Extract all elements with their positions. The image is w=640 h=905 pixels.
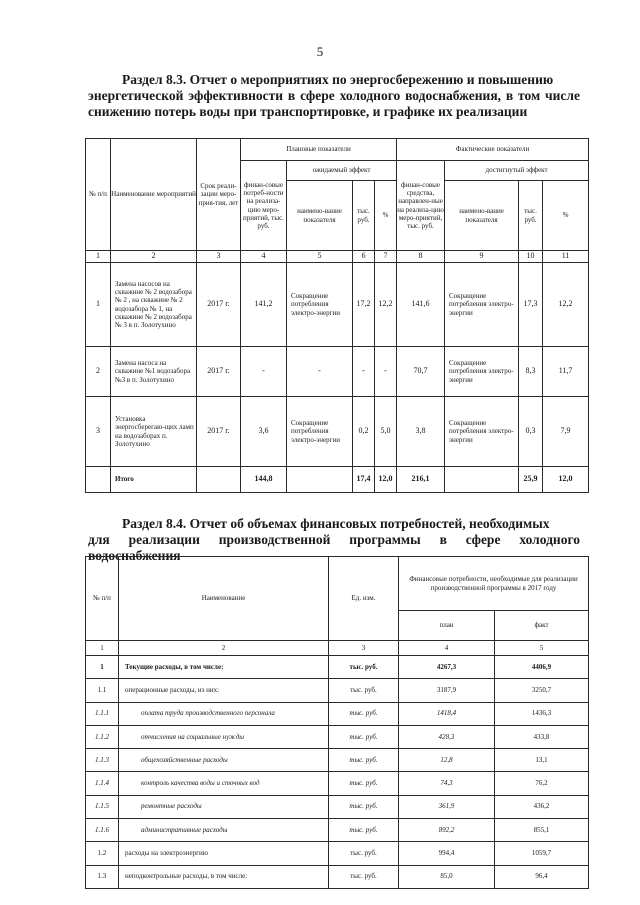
table-row — [86, 347, 589, 397]
table-row — [86, 842, 589, 865]
total-plan-fin: 144,8 — [241, 467, 287, 493]
table-row — [86, 725, 589, 748]
row-fact-thous: 8,3 — [519, 347, 543, 397]
row-no: 1 — [86, 656, 119, 679]
row-no: 1.1.5 — [86, 795, 119, 818]
col-num: 11 — [543, 251, 589, 263]
row-unit: тыс. руб. — [329, 656, 399, 679]
row-plan: 892,2 — [399, 819, 495, 842]
row-name: операционные расходы, из них: — [119, 679, 329, 702]
row-indicator: Сокращение потребления электро-энергии — [287, 397, 353, 467]
total-fact-thous: 25,9 — [519, 467, 543, 493]
row-name: неподконтрольные расходы, в том числе: — [119, 865, 329, 888]
row-pct: - — [375, 347, 397, 397]
header-name: Наименование мероприятий — [111, 139, 197, 251]
total-empty — [445, 467, 519, 493]
row-no: 1.2 — [86, 842, 119, 865]
col-num: 10 — [519, 251, 543, 263]
header-financial-needs: Финансовые потребности, необходимые для реализации производственной программы в 2017 году — [399, 557, 589, 611]
header-indicator-name: наимено-вание показателя — [287, 181, 353, 251]
header-achieved-effect: достигнутый эффект — [445, 161, 589, 181]
row-fact-indicator: Сокращение потребления электро-энергии — [445, 397, 519, 467]
total-fact-pct: 12,0 — [543, 467, 589, 493]
header-term: Срок реали-зации меро-прия-тия, лет — [197, 139, 241, 251]
header-fact-indicators: Фактические показатели — [397, 139, 589, 161]
row-fact-indicator: Сокращение потребления электро-энергии — [445, 263, 519, 347]
row-fact-indicator: Сокращение потребления электро-энергии — [445, 347, 519, 397]
row-plan: 361,9 — [399, 795, 495, 818]
col-num: 5 — [495, 641, 589, 656]
row-no: 1.1.2 — [86, 725, 119, 748]
row-name: общехозяйственные расходы — [119, 749, 329, 772]
table-row — [86, 679, 589, 702]
col-num: 8 — [397, 251, 445, 263]
row-unit: тыс. руб. — [329, 795, 399, 818]
header-fact: факт — [495, 611, 589, 641]
col-num: 6 — [353, 251, 375, 263]
header-plan-indicators: Плановые показатели — [241, 139, 397, 161]
header-thous-rub: тыс. руб. — [353, 181, 375, 251]
row-indicator: - — [287, 347, 353, 397]
header-fact-percent: % — [543, 181, 589, 251]
col-num: 3 — [329, 641, 399, 656]
row-fact-pct: 7,9 — [543, 397, 589, 467]
row-fact-fin: 3,8 — [397, 397, 445, 467]
row-term: 2017 г. — [197, 263, 241, 347]
col-num: 1 — [86, 251, 111, 263]
row-plan: 428,3 — [399, 725, 495, 748]
header-unit: Ед. изм. — [329, 557, 399, 641]
header-plan-fin: финан-совые потреб-ности на реализа-цию меро-приятий, тыс. руб. — [241, 161, 287, 251]
col-num: 2 — [119, 641, 329, 656]
section-8-3-title-line1: Раздел 8.3. Отчет о мероприятиях по энергосбережению и повышению — [122, 72, 554, 87]
row-thous: 0,2 — [353, 397, 375, 467]
section-8-3-title-rest: энергетической эффективности в сфере холодного водоснабжения, в том числе снижению потерь воды при транспортировке, и графике их реализации — [88, 88, 580, 119]
header-fact-fin: финан-совые средства, направлен-ные на реализа-цию меро-приятий, тыс. руб. — [397, 161, 445, 251]
row-no: 1.1.3 — [86, 749, 119, 772]
row-fact: 436,2 — [495, 795, 589, 818]
table-row — [86, 865, 589, 888]
row-name: Текущие расходы, в том числе: — [119, 656, 329, 679]
table-row — [86, 749, 589, 772]
table-row — [86, 702, 589, 725]
row-fact: 3250,7 — [495, 679, 589, 702]
col-num: 7 — [375, 251, 397, 263]
row-fact: 1436,3 — [495, 702, 589, 725]
row-unit: тыс. руб. — [329, 842, 399, 865]
row-name: Установка энергосберегаю-щих ламп на водозаборах п. Золотухино — [111, 397, 197, 467]
header-plan: план — [399, 611, 495, 641]
row-no: 3 — [86, 397, 111, 467]
energy-saving-report-table — [85, 138, 589, 493]
row-term: 2017 г. — [197, 397, 241, 467]
row-plan-fin: - — [241, 347, 287, 397]
total-fact-fin: 216,1 — [397, 467, 445, 493]
row-unit: тыс. руб. — [329, 749, 399, 772]
row-term: 2017 г. — [197, 347, 241, 397]
row-unit: тыс. руб. — [329, 725, 399, 748]
row-name: административные расходы — [119, 819, 329, 842]
row-plan: 994,4 — [399, 842, 495, 865]
row-no: 1.1.1 — [86, 702, 119, 725]
table-row — [86, 263, 589, 347]
row-name: оплата труда производственного персонала — [119, 702, 329, 725]
row-pct: 12,2 — [375, 263, 397, 347]
header-percent: % — [375, 181, 397, 251]
total-row — [86, 467, 589, 493]
total-empty — [287, 467, 353, 493]
row-unit: тыс. руб. — [329, 865, 399, 888]
total-label: Итого — [111, 467, 197, 493]
header-no: № п/п — [86, 139, 111, 251]
col-num: 1 — [86, 641, 119, 656]
row-fact: 96,4 — [495, 865, 589, 888]
financial-needs-table — [85, 556, 589, 889]
col-num: 2 — [111, 251, 197, 263]
row-fact: 13,1 — [495, 749, 589, 772]
col-num: 4 — [241, 251, 287, 263]
column-number-row — [86, 641, 589, 656]
row-name: ремонтные расходы — [119, 795, 329, 818]
row-name: Замена насосов на скважине № 2 водозабора № 2 , на скважине № 2 водозабора № 1, на скважине № 2 водозабора № 3 в п. Золотухино — [111, 263, 197, 347]
total-pct: 12,0 — [375, 467, 397, 493]
column-number-row — [86, 251, 589, 263]
table-row — [86, 795, 589, 818]
row-fact-fin: 141,6 — [397, 263, 445, 347]
table-row — [86, 397, 589, 467]
row-fact-thous: 17,3 — [519, 263, 543, 347]
section-8-4-title-rest: для реализации производственной программы в сфере холодного водоснабжения — [88, 532, 580, 563]
col-num: 3 — [197, 251, 241, 263]
row-plan: 1418,4 — [399, 702, 495, 725]
header-name: Наименование — [119, 557, 329, 641]
table-row — [86, 656, 589, 679]
row-fact: 433,8 — [495, 725, 589, 748]
row-no: 1 — [86, 263, 111, 347]
row-name: расходы на электроэнергию — [119, 842, 329, 865]
row-thous: - — [353, 347, 375, 397]
header-fact-indicator-name: наимено-вание показателя — [445, 181, 519, 251]
row-no: 1.1.4 — [86, 772, 119, 795]
row-fact-pct: 12,2 — [543, 263, 589, 347]
row-fact-pct: 11,7 — [543, 347, 589, 397]
total-thous: 17,4 — [353, 467, 375, 493]
table-row — [86, 772, 589, 795]
col-num: 5 — [287, 251, 353, 263]
row-unit: тыс. руб. — [329, 819, 399, 842]
row-unit: тыс. руб. — [329, 702, 399, 725]
row-name: Замена насоса на скважине №1 водозабора №3 в п. Золотухино — [111, 347, 197, 397]
row-no: 2 — [86, 347, 111, 397]
row-fact-thous: 0,3 — [519, 397, 543, 467]
row-fact: 1059,7 — [495, 842, 589, 865]
row-plan: 4267,3 — [399, 656, 495, 679]
row-unit: тыс. руб. — [329, 772, 399, 795]
row-plan: 12,8 — [399, 749, 495, 772]
header-expected-effect: ожидаемый эффект — [287, 161, 397, 181]
total-empty — [197, 467, 241, 493]
row-fact: 4406,9 — [495, 656, 589, 679]
header-no: № п/п — [86, 557, 119, 641]
section-8-3-heading — [88, 72, 580, 120]
row-no: 1.3 — [86, 865, 119, 888]
col-num: 9 — [445, 251, 519, 263]
row-no: 1.1.6 — [86, 819, 119, 842]
col-num: 4 — [399, 641, 495, 656]
page-number: 5 — [316, 44, 324, 59]
row-name: контроль качества воды и сточных вод — [119, 772, 329, 795]
row-thous: 17,2 — [353, 263, 375, 347]
section-8-4-title-line1: Раздел 8.4. Отчет об объемах финансовых потребностей, необходимых — [122, 516, 550, 531]
row-plan: 74,3 — [399, 772, 495, 795]
row-fact: 855,1 — [495, 819, 589, 842]
table-row — [86, 819, 589, 842]
row-indicator: Сокращение потребления электро-энергии — [287, 263, 353, 347]
header-fact-thous-rub: тыс. руб. — [519, 181, 543, 251]
row-plan: 3187,9 — [399, 679, 495, 702]
row-unit: тыс. руб. — [329, 679, 399, 702]
total-empty — [86, 467, 111, 493]
row-pct: 5,0 — [375, 397, 397, 467]
row-name: отчисления на социальные нужды — [119, 725, 329, 748]
row-no: 1.1 — [86, 679, 119, 702]
row-plan-fin: 3,6 — [241, 397, 287, 467]
row-fact-fin: 70,7 — [397, 347, 445, 397]
row-fact: 76,2 — [495, 772, 589, 795]
row-plan-fin: 141,2 — [241, 263, 287, 347]
row-plan: 85,0 — [399, 865, 495, 888]
